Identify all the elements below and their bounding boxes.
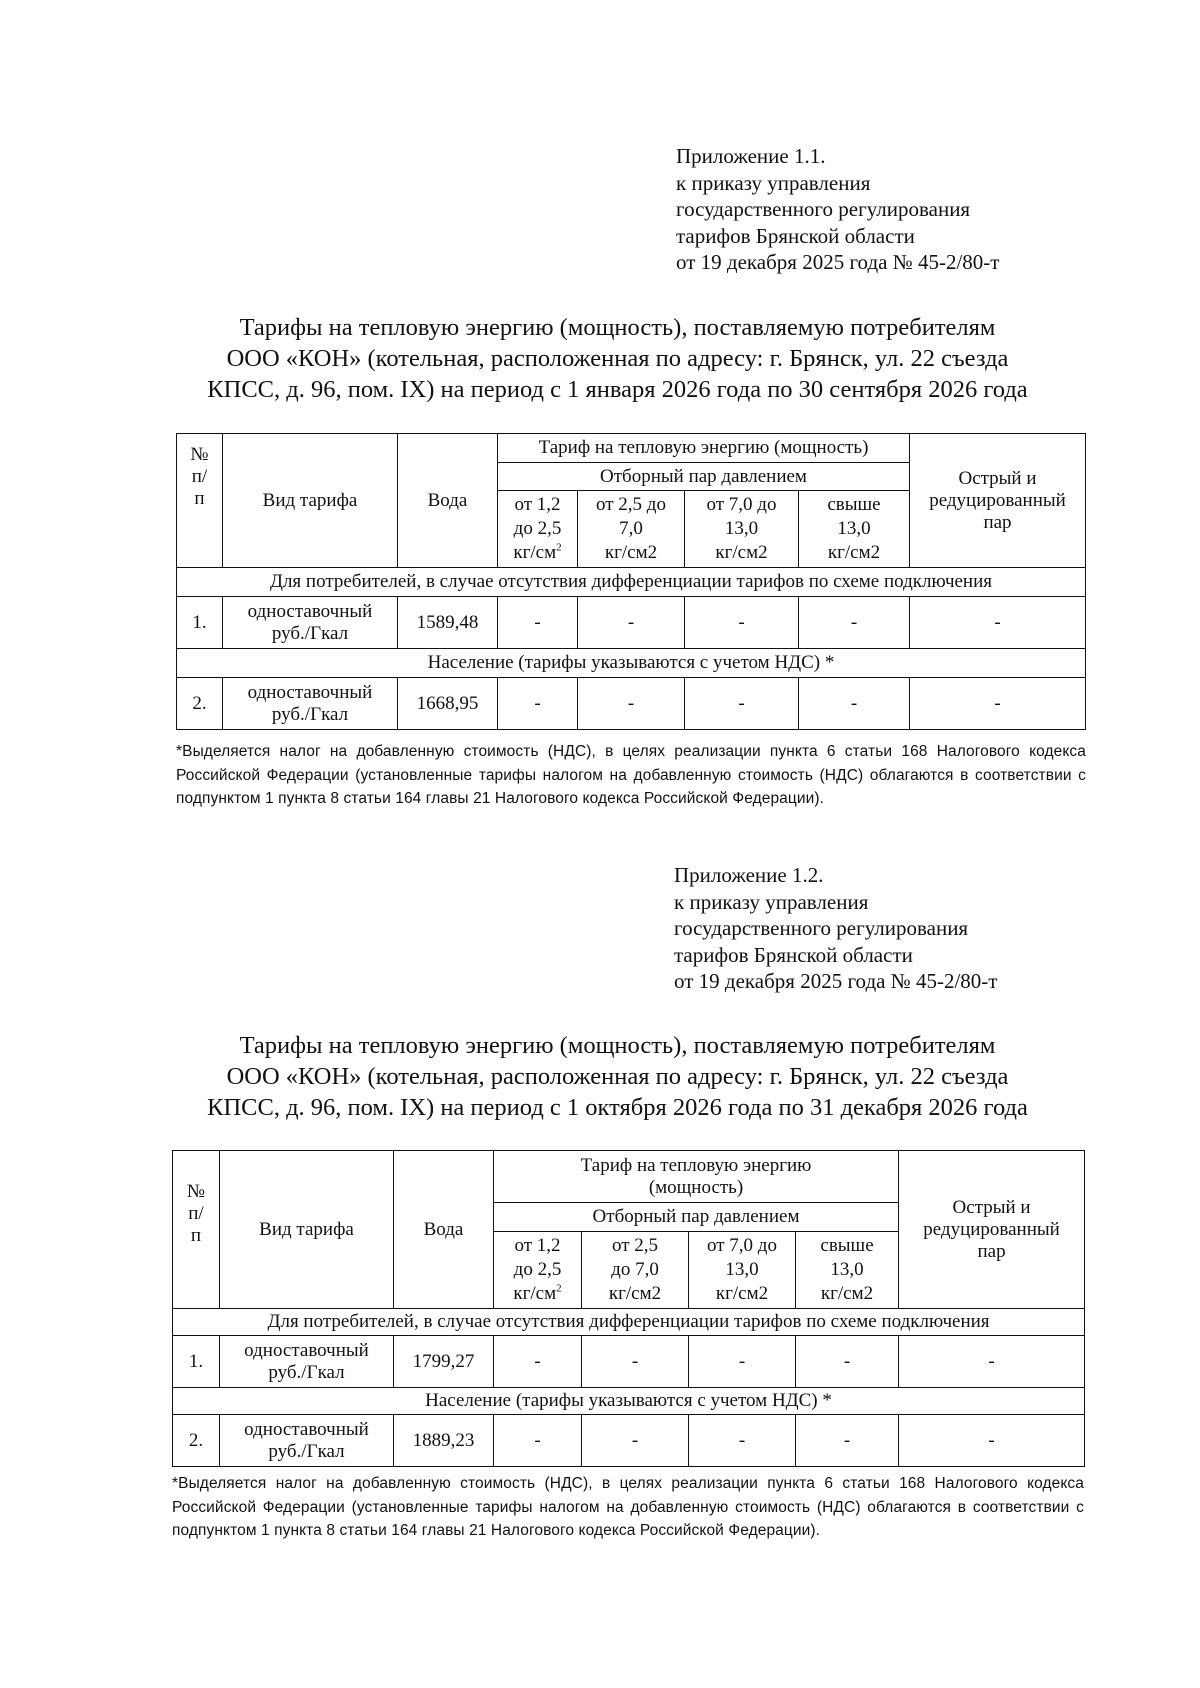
header-pressure-2: от 2,5 до 7,0 кг/см2: [582, 1232, 689, 1309]
section-general-consumers: Для потребителей, в случае отсутствия дифференциации тарифов по схеме подключения: [173, 1309, 1085, 1336]
row-sharp-steam: -: [910, 597, 1086, 649]
tariff-table-2: [172, 1150, 1085, 1467]
header-sharp-steam: Острый и редуцированный пар: [910, 434, 1086, 568]
footnote-1: *Выделяется налог на добавленную стоимость (НДС), в целях реализации пункта 6 статьи 168 Налогового кодекса Российской Федерации (установленные тарифы налогом на добавленную стоимость (НДС) облагаются в соответствии с подпунктом 1 пункта 8 статьи 164 главы 21 Налогового кодекса Российской Федерации).: [176, 743, 1086, 807]
header-pressure-4: свыше 13,0 кг/см2: [799, 491, 910, 568]
row-water-value: 1799,27: [394, 1336, 494, 1388]
row-number: 2.: [177, 678, 223, 730]
title-2: [160, 1030, 1075, 1123]
row-pressure-4: -: [796, 1336, 899, 1388]
appendix-1-line4: тарифов Брянской области: [676, 223, 915, 248]
row-pressure-2: -: [582, 1415, 689, 1467]
header-water: Вода: [394, 1151, 494, 1309]
appendix-2-line4: тарифов Брянской области: [674, 942, 913, 967]
row-water-value: 1668,95: [398, 678, 498, 730]
appendix-2-line1: Приложение 1.2.: [674, 863, 824, 887]
title-2-line3: КПСС, д. 96, пом. IX) на период с 1 октября 2026 года по 31 декабря 2026 года: [207, 1094, 1028, 1121]
header-number: № п/ п: [177, 434, 223, 568]
header-extraction-steam: Отборный пар давлением: [498, 463, 910, 491]
row-pressure-1: -: [494, 1336, 582, 1388]
row-pressure-1: -: [494, 1415, 582, 1467]
appendix-2-line5: от 19 декабря 2025 года № 45-2/80-т: [674, 969, 998, 993]
header-pressure-1: от 1,2 до 2,5 $кг/см^2$: [498, 491, 578, 568]
row-pressure-2: -: [578, 597, 685, 649]
table-row: [177, 678, 1086, 730]
row-tariff-type: одноставочный руб./Гкал: [223, 678, 398, 730]
appendix-1-line3: государственного регулирования: [676, 197, 971, 221]
appendix-2-line2: к приказу управления: [674, 889, 869, 914]
row-pressure-3: -: [689, 1336, 796, 1388]
row-water-value: 1589,48: [398, 597, 498, 649]
appendix-1-line1: Приложение 1.1.: [676, 144, 826, 168]
row-pressure-3: -: [689, 1415, 796, 1467]
title-1-line2: ООО «КОН» (котельная, расположенная по адресу: г. Брянск, ул. 22 съезда: [226, 345, 1009, 372]
row-tariff-type: одноставочный руб./Гкал: [220, 1336, 394, 1388]
appendix-1-line2: к приказу управления: [676, 170, 871, 195]
row-number: 1.: [173, 1336, 220, 1388]
appendix-1-line5: от 19 декабря 2025 года № 45-2/80-т: [676, 250, 1000, 274]
row-tariff-type: одноставочный руб./Гкал: [220, 1415, 394, 1467]
row-pressure-4: -: [796, 1415, 899, 1467]
footnote-2: *Выделяется налог на добавленную стоимость (НДС), в целях реализации пункта 6 статьи 168 Налогового кодекса Российской Федерации (установленные тарифы налогом на добавленную стоимость (НДС) облагаются в соответствии с подпунктом 1 пункта 8 статьи 164 главы 21 Налогового кодекса Российской Федерации).: [172, 1475, 1084, 1539]
row-pressure-4: -: [799, 597, 910, 649]
row-pressure-2: -: [582, 1336, 689, 1388]
appendix-1-header: [676, 143, 999, 276]
row-pressure-4: -: [799, 678, 910, 730]
header-tariff-heat: Тариф на тепловую энергию (мощность): [498, 434, 910, 463]
row-water-value: 1889,23: [394, 1415, 494, 1467]
header-pressure-2: от 2,5 до 7,0 кг/см2: [578, 491, 685, 568]
header-number: № п/ п: [173, 1151, 220, 1309]
table-row: [173, 1415, 1085, 1467]
appendix-2-line3: государственного регулирования: [674, 916, 969, 940]
row-number: 1.: [177, 597, 223, 649]
row-pressure-2: -: [578, 678, 685, 730]
section-population: Население (тарифы указываются с учетом НДС) *: [177, 649, 1086, 678]
header-pressure-3: от 7,0 до 13,0 кг/см2: [685, 491, 799, 568]
row-tariff-type: одноставочный руб./Гкал: [223, 597, 398, 649]
header-extraction-steam: Отборный пар давлением: [494, 1203, 899, 1232]
title-2-line2: ООО «КОН» (котельная, расположенная по адресу: г. Брянск, ул. 22 съезда: [226, 1063, 1009, 1090]
header-tariff-heat: Тариф на тепловую энергию (мощность): [494, 1151, 899, 1203]
row-pressure-3: -: [685, 678, 799, 730]
header-pressure-1: от 1,2 до 2,5 $кг/см^2$: [494, 1232, 582, 1309]
row-sharp-steam: -: [899, 1415, 1085, 1467]
tariff-table-1: [176, 433, 1086, 730]
header-pressure-4: свыше 13,0 кг/см2: [796, 1232, 899, 1309]
row-sharp-steam: -: [910, 678, 1086, 730]
row-pressure-3: -: [685, 597, 799, 649]
title-1: [160, 312, 1075, 405]
header-tariff-type: Вид тарифа: [223, 434, 398, 568]
header-tariff-type: Вид тарифа: [220, 1151, 394, 1309]
header-pressure-3: от 7,0 до 13,0 кг/см2: [689, 1232, 796, 1309]
table-row: [173, 1336, 1085, 1388]
title-2-line1: Тарифы на тепловую энергию (мощность), поставляемую потребителям: [239, 1032, 996, 1059]
title-1-line1: Тарифы на тепловую энергию (мощность), поставляемую потребителям: [239, 314, 996, 341]
row-pressure-1: -: [498, 678, 578, 730]
section-general-consumers: Для потребителей, в случае отсутствия дифференциации тарифов по схеме подключения: [177, 568, 1086, 597]
header-water: Вода: [398, 434, 498, 568]
header-sharp-steam: Острый и редуцированный пар: [899, 1151, 1085, 1309]
table-row: [177, 597, 1086, 649]
row-pressure-1: -: [498, 597, 578, 649]
title-1-line3: КПСС, д. 96, пом. IX) на период с 1 января 2026 года по 30 сентября 2026 года: [207, 376, 1028, 403]
row-sharp-steam: -: [899, 1336, 1085, 1388]
appendix-2-header: [674, 862, 997, 995]
row-number: 2.: [173, 1415, 220, 1467]
section-population: Население (тарифы указываются с учетом НДС) *: [173, 1388, 1085, 1415]
